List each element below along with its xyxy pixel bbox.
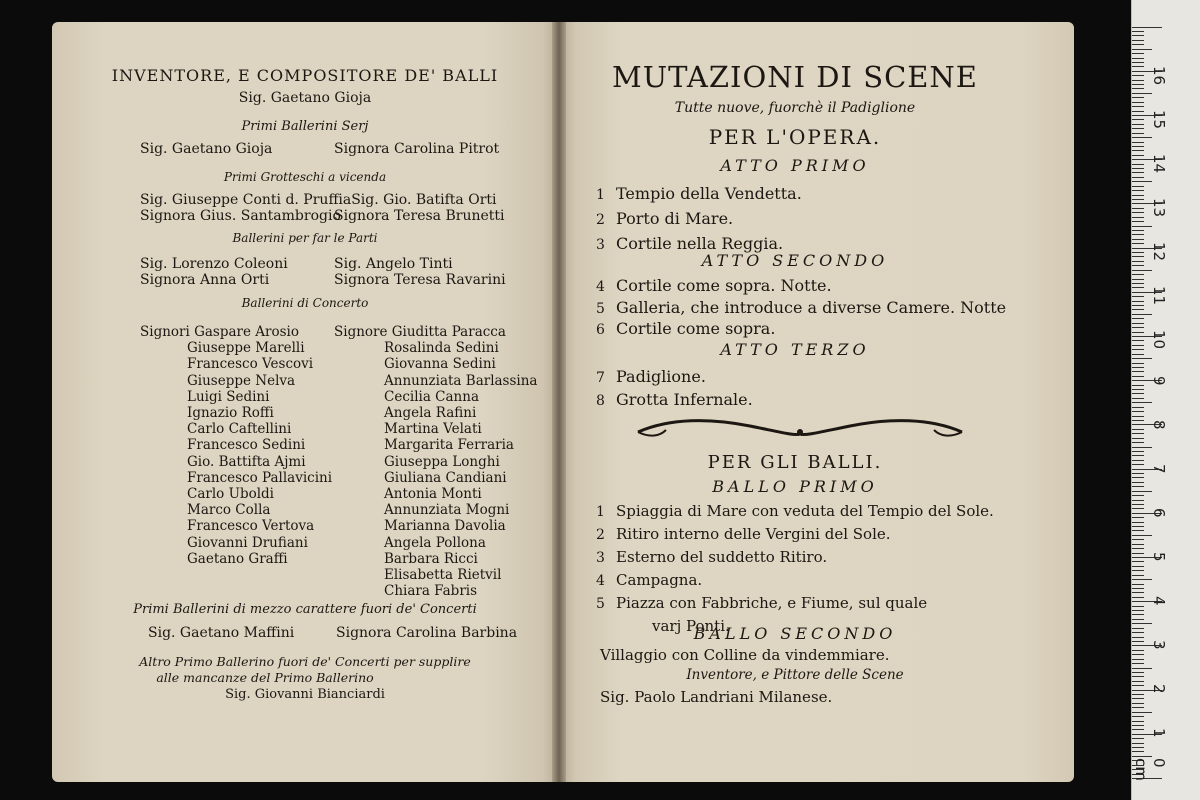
list-item: Luigi Sedini — [187, 388, 270, 405]
list-item: Chiara Fabris — [384, 583, 478, 600]
ruler-tick — [1132, 164, 1144, 165]
grotteschi-line2-right: Signora Teresa Brunetti — [334, 208, 505, 224]
ruler-tick — [1132, 133, 1144, 134]
ruler-label: 1 — [1150, 728, 1168, 738]
altro-name: Sig. Giovanni Bianciardi — [225, 687, 385, 702]
ruler-tick — [1132, 530, 1144, 531]
per-balli-heading: PER GLI BALLI. — [707, 452, 883, 473]
ruler-tick — [1132, 747, 1144, 748]
ruler-tick — [1132, 698, 1144, 699]
ruler-tick — [1132, 181, 1152, 182]
concerto-label: Ballerini di Concerto — [241, 296, 369, 310]
ruler-tick — [1132, 80, 1144, 81]
inventore-scene: Inventore, e Pittore delle Scene — [686, 667, 904, 683]
ruler-tick — [1132, 332, 1144, 333]
ruler-label: 10 — [1150, 330, 1168, 350]
ruler-tick — [1132, 433, 1144, 434]
ruler-tick — [1132, 53, 1144, 54]
ruler-tick — [1132, 561, 1144, 562]
ruler-tick — [1132, 579, 1152, 580]
list-item: Antonia Monti — [384, 486, 482, 503]
ruler-tick — [1132, 221, 1144, 222]
ruler-tick — [1132, 314, 1152, 315]
ruler-tick — [1132, 451, 1144, 452]
left-page — [52, 22, 558, 782]
ruler-tick — [1132, 137, 1152, 138]
ruler-tick — [1132, 358, 1152, 359]
ruler-tick — [1132, 75, 1144, 76]
per-opera-heading: PER L'OPERA. — [708, 125, 882, 149]
ruler-tick — [1132, 712, 1152, 713]
altro-line1: Altro Primo Ballerino fuori de' Concerti per supplire — [139, 654, 471, 669]
ruler-label: 9 — [1150, 376, 1168, 386]
ruler-tick — [1132, 522, 1144, 523]
ruler-tick — [1132, 716, 1144, 717]
ruler-tick — [1132, 751, 1144, 752]
ruler-tick — [1132, 685, 1144, 686]
ruler-tick — [1132, 119, 1144, 120]
ruler-tick — [1132, 106, 1144, 107]
open-book — [52, 22, 1074, 782]
list-item: varj Ponti. — [652, 617, 730, 635]
ruler-tick — [1132, 27, 1162, 28]
list-item: Marco Colla — [187, 502, 271, 519]
ruler-tick — [1132, 606, 1144, 607]
list-item: Ignazio Roffi — [187, 405, 274, 422]
ruler-tick — [1132, 97, 1144, 98]
ruler-tick — [1132, 327, 1144, 328]
grotteschi-label: Primi Grotteschi a vicenda — [223, 170, 387, 184]
ruler-tick — [1132, 570, 1144, 571]
ruler-tick — [1132, 309, 1144, 310]
ruler-tick — [1132, 128, 1144, 129]
list-item: Rosalinda Sedini — [384, 340, 499, 357]
parti-line1-right: Sig. Angelo Tinti — [334, 256, 453, 272]
atto-primo-heading: ATTO PRIMO — [720, 156, 870, 175]
ruler-tick — [1132, 623, 1152, 624]
grotteschi-line1: Sig. Giuseppe Conti d. PruffiaSig. Gio. Batifta Orti — [140, 192, 497, 208]
list-item: 7 Padiglione. — [596, 367, 706, 386]
atto-primo-list — [596, 182, 802, 257]
ruler-tick — [1132, 703, 1144, 704]
ruler-tick — [1132, 659, 1144, 660]
primi-serj-left: Sig. Gaetano Gioja — [140, 141, 273, 157]
ruler-tick — [1132, 124, 1144, 125]
ruler-tick — [1132, 102, 1144, 103]
ruler-tick — [1132, 442, 1144, 443]
ballo-secondo-text: Villaggio con Colline da vindemmiare. — [600, 646, 890, 664]
ruler-tick — [1132, 217, 1144, 218]
list-item: Martina Velati — [384, 421, 482, 438]
ruler-tick — [1132, 619, 1144, 620]
ruler-tick — [1132, 340, 1144, 341]
ruler-tick — [1132, 460, 1144, 461]
ruler-tick — [1132, 614, 1144, 615]
ruler-tick — [1132, 261, 1144, 262]
ruler-tick — [1132, 464, 1144, 465]
ruler-tick — [1132, 177, 1144, 178]
ruler-tick — [1132, 199, 1144, 200]
primi-serj-right: Signora Carolina Pitrot — [334, 141, 500, 157]
ruler-tick — [1132, 429, 1144, 430]
list-item: Cecilia Canna — [384, 388, 479, 405]
ruler-tick — [1132, 508, 1144, 509]
left-heading: INVENTORE, E COMPOSITORE DE' BALLI — [111, 66, 499, 85]
ruler-tick — [1132, 416, 1144, 417]
pittore-name: Sig. Paolo Landriani Milanese. — [600, 688, 833, 706]
ruler-tick — [1132, 676, 1144, 677]
ruler-tick — [1132, 230, 1144, 231]
ruler-tick — [1132, 491, 1152, 492]
list-item: 4 Cortile come sopra. Notte. — [596, 276, 832, 295]
list-item: Signore Giuditta Paracca — [334, 324, 506, 340]
list-item: 3 Cortile nella Reggia. — [596, 234, 784, 253]
ruler-tick — [1132, 517, 1144, 518]
list-item: Margarita Ferraria — [384, 437, 514, 454]
atto-secondo-list — [596, 276, 1006, 341]
ruler-tick — [1132, 301, 1144, 302]
ruler-tick — [1132, 252, 1144, 253]
ruler-tick — [1132, 393, 1144, 394]
ruler-label: 6 — [1150, 508, 1168, 518]
ruler-tick — [1132, 721, 1144, 722]
ruler-tick — [1132, 729, 1144, 730]
list-item: Angela Rafini — [384, 405, 477, 422]
grotteschi-line2-left: Signora Gius. Santambrogio — [140, 208, 341, 224]
ruler-tick — [1132, 371, 1144, 372]
ruler-tick — [1132, 58, 1144, 59]
ruler-tick — [1132, 190, 1144, 191]
list-item: Annunziata Barlassina — [384, 372, 538, 389]
list-item: Elisabetta Rietvil — [384, 567, 502, 584]
ruler-label: 4 — [1150, 596, 1168, 606]
ruler-label: 2 — [1150, 684, 1168, 694]
ruler-tick — [1132, 548, 1144, 549]
ruler-label: 5 — [1150, 552, 1168, 562]
ruler-tick — [1132, 553, 1144, 554]
ruler-tick — [1132, 566, 1144, 567]
atto-terzo-heading: ATTO TERZO — [720, 340, 870, 359]
mutazioni-title: MUTAZIONI DI SCENE — [612, 60, 978, 94]
ballo-primo-list — [596, 500, 994, 637]
ruler-label: 12 — [1150, 242, 1168, 262]
list-item: 6 Cortile come sopra. — [596, 319, 776, 338]
ruler-tick — [1132, 155, 1144, 156]
mutazioni-subtitle: Tutte nuove, fuorchè il Padiglione — [674, 100, 916, 116]
list-item: Marianna Davolia — [384, 518, 506, 535]
list-item: Gaetano Graffi — [187, 550, 288, 567]
ruler-tick — [1132, 93, 1152, 94]
ruler-tick — [1132, 195, 1144, 196]
ruler-tick — [1132, 270, 1152, 271]
ruler-tick — [1132, 376, 1144, 377]
ruler-tick — [1132, 654, 1144, 655]
ruler-tick — [1132, 243, 1144, 244]
ruler-tick — [1132, 385, 1144, 386]
list-item: Angela Pollona — [384, 534, 486, 551]
ruler-tick — [1132, 447, 1152, 448]
ruler-tick — [1132, 544, 1144, 545]
ruler-tick — [1132, 287, 1144, 288]
ruler-tick — [1132, 526, 1144, 527]
ruler-tick — [1132, 142, 1144, 143]
atto-terzo-list — [596, 366, 753, 412]
ruler-tick — [1132, 672, 1144, 673]
ruler-tick — [1132, 239, 1144, 240]
list-item: Giuseppe Nelva — [187, 372, 296, 389]
ruler-tick — [1132, 535, 1152, 536]
ruler-tick — [1132, 632, 1144, 633]
ruler-tick — [1132, 668, 1152, 669]
ruler-tick — [1132, 49, 1152, 50]
ruler-tick — [1132, 628, 1144, 629]
ruler-label: 16 — [1150, 66, 1168, 86]
ruler-tick — [1132, 610, 1144, 611]
ruler-tick — [1132, 482, 1144, 483]
ruler-tick — [1132, 35, 1144, 36]
book-gutter — [552, 22, 566, 782]
ruler-tick — [1132, 168, 1144, 169]
ruler-label: 15 — [1150, 110, 1168, 130]
list-item: Giuseppe Marelli — [187, 340, 305, 357]
ruler-label: 13 — [1150, 198, 1168, 218]
ruler-tick — [1132, 473, 1144, 474]
right-page — [560, 22, 1074, 782]
ruler-tick — [1132, 477, 1144, 478]
ruler-tick — [1132, 420, 1144, 421]
list-item: Carlo Uboldi — [187, 486, 274, 503]
ballo-primo-heading: BALLO PRIMO — [712, 477, 878, 496]
ruler-tick — [1132, 539, 1144, 540]
ruler-tick — [1132, 274, 1144, 275]
ruler-tick — [1132, 743, 1144, 744]
signori-list — [140, 324, 332, 567]
ruler-tick — [1132, 150, 1144, 151]
parti-label: Ballerini per far le Parti — [232, 231, 378, 245]
ruler-tick — [1132, 694, 1144, 695]
ruler-tick — [1132, 62, 1144, 63]
ruler-tick — [1132, 438, 1144, 439]
list-item: 2 Porto di Mare. — [596, 209, 734, 228]
ruler-tick — [1132, 186, 1144, 187]
ruler-tick — [1132, 345, 1144, 346]
ruler-tick — [1132, 363, 1144, 364]
ruler-tick — [1132, 575, 1144, 576]
list-item: 3 Esterno del suddetto Ritiro. — [596, 548, 828, 566]
ruler-tick — [1132, 504, 1144, 505]
ruler-tick — [1132, 500, 1144, 501]
ruler-tick — [1132, 354, 1144, 355]
list-item: Carlo Caftellini — [187, 421, 292, 438]
ruler-tick — [1132, 486, 1144, 487]
ruler-label: 14 — [1150, 154, 1168, 174]
mezzo-left: Sig. Gaetano Maffini — [148, 625, 295, 641]
list-item: Gio. Battifta Ajmi — [187, 453, 306, 470]
ballo-secondo-heading: BALLO SECONDO — [693, 624, 897, 643]
ruler-tick — [1132, 84, 1144, 85]
parti-line2-right: Signora Teresa Ravarini — [334, 272, 506, 288]
ruler-tick — [1132, 88, 1144, 89]
list-item: Francesco Vescovi — [187, 356, 314, 373]
parti-line2-left: Signora Anna Orti — [140, 272, 270, 288]
list-item: 1 Spiaggia di Mare con veduta del Tempio del Sole. — [596, 502, 994, 520]
ruler-tick — [1132, 663, 1144, 664]
ruler-tick — [1132, 256, 1144, 257]
ruler-tick — [1132, 707, 1144, 708]
ruler-tick — [1132, 411, 1144, 412]
ruler-label: 0 cm — [1132, 758, 1168, 781]
ruler-tick — [1132, 226, 1152, 227]
ornament-divider — [630, 410, 970, 444]
ruler-tick — [1132, 756, 1152, 757]
ruler-tick — [1132, 305, 1144, 306]
ruler-label: 8 — [1150, 420, 1168, 430]
measurement-ruler — [1131, 0, 1200, 800]
ruler-tick — [1132, 389, 1144, 390]
mezzo-right: Signora Carolina Barbina — [336, 625, 518, 641]
ruler-tick — [1132, 111, 1144, 112]
list-item: Giovanna Sedini — [384, 356, 496, 373]
list-item: Giuliana Candiani — [384, 469, 507, 486]
ruler-tick — [1132, 597, 1144, 598]
signore-list — [334, 324, 537, 599]
inventore-name: Sig. Gaetano Gioja — [238, 90, 372, 106]
ruler-label: 3 — [1150, 640, 1168, 650]
ruler-tick — [1132, 44, 1144, 45]
list-item: 8 Grotta Infernale. — [596, 390, 753, 409]
ruler-tick — [1132, 407, 1144, 408]
list-item: 1 Tempio della Vendetta. — [596, 184, 802, 203]
list-item: Signori Gaspare Arosio — [140, 324, 299, 340]
ruler-label: 11 — [1150, 286, 1168, 306]
ruler-tick — [1132, 279, 1144, 280]
ruler-tick — [1132, 738, 1144, 739]
ruler-tick — [1132, 398, 1144, 399]
list-item: Francesco Vertova — [187, 518, 315, 535]
ruler-tick — [1132, 681, 1144, 682]
ruler-tick — [1132, 402, 1152, 403]
ruler-tick — [1132, 367, 1144, 368]
ruler-tick — [1132, 208, 1144, 209]
ruler-tick — [1132, 283, 1144, 284]
altro-line2: alle mancanze del Primo Ballerino — [156, 670, 374, 685]
list-item: Francesco Sedini — [187, 437, 306, 454]
parti-line1-left: Sig. Lorenzo Coleoni — [140, 256, 288, 272]
ruler-tick — [1132, 641, 1144, 642]
list-item: Giuseppa Longhi — [384, 453, 500, 470]
list-item: Giovanni Drufiani — [187, 534, 308, 551]
ruler-tick — [1132, 234, 1144, 235]
ruler-tick — [1132, 40, 1144, 41]
ruler-tick — [1132, 31, 1144, 32]
ruler-tick — [1132, 349, 1144, 350]
list-item: Annunziata Mogni — [384, 502, 510, 519]
ruler-tick — [1132, 725, 1144, 726]
ruler-tick — [1132, 66, 1144, 67]
ruler-tick — [1132, 584, 1144, 585]
ruler-tick — [1132, 318, 1144, 319]
ruler-tick — [1132, 637, 1144, 638]
ruler-tick — [1132, 212, 1144, 213]
mezzo-label: Primi Ballerini di mezzo carattere fuori de' Concerti — [133, 602, 477, 617]
list-item: Francesco Pallavicini — [187, 469, 333, 486]
primi-serj-label: Primi Ballerini Serj — [241, 119, 369, 134]
ruler-tick — [1132, 592, 1144, 593]
ruler-tick — [1132, 323, 1144, 324]
atto-secondo-heading: ATTO SECONDO — [701, 251, 889, 270]
ruler-tick — [1132, 296, 1144, 297]
list-item: 5 Piazza con Fabbriche, e Fiume, sul quale — [596, 594, 928, 612]
ruler-tick — [1132, 650, 1144, 651]
ruler-tick — [1132, 146, 1144, 147]
list-item: Barbara Ricci — [384, 550, 478, 567]
list-item: 4 Campagna. — [596, 571, 703, 589]
ruler-tick — [1132, 172, 1144, 173]
ruler-tick — [1132, 495, 1144, 496]
ruler-label: 7 — [1150, 464, 1168, 474]
list-item: 5 Galleria, che introduce a diverse Camere. Notte — [596, 297, 1007, 317]
ruler-tick — [1132, 265, 1144, 266]
list-item: 2 Ritiro interno delle Vergini del Sole. — [596, 525, 891, 543]
ruler-tick — [1132, 588, 1144, 589]
ruler-tick — [1132, 455, 1144, 456]
